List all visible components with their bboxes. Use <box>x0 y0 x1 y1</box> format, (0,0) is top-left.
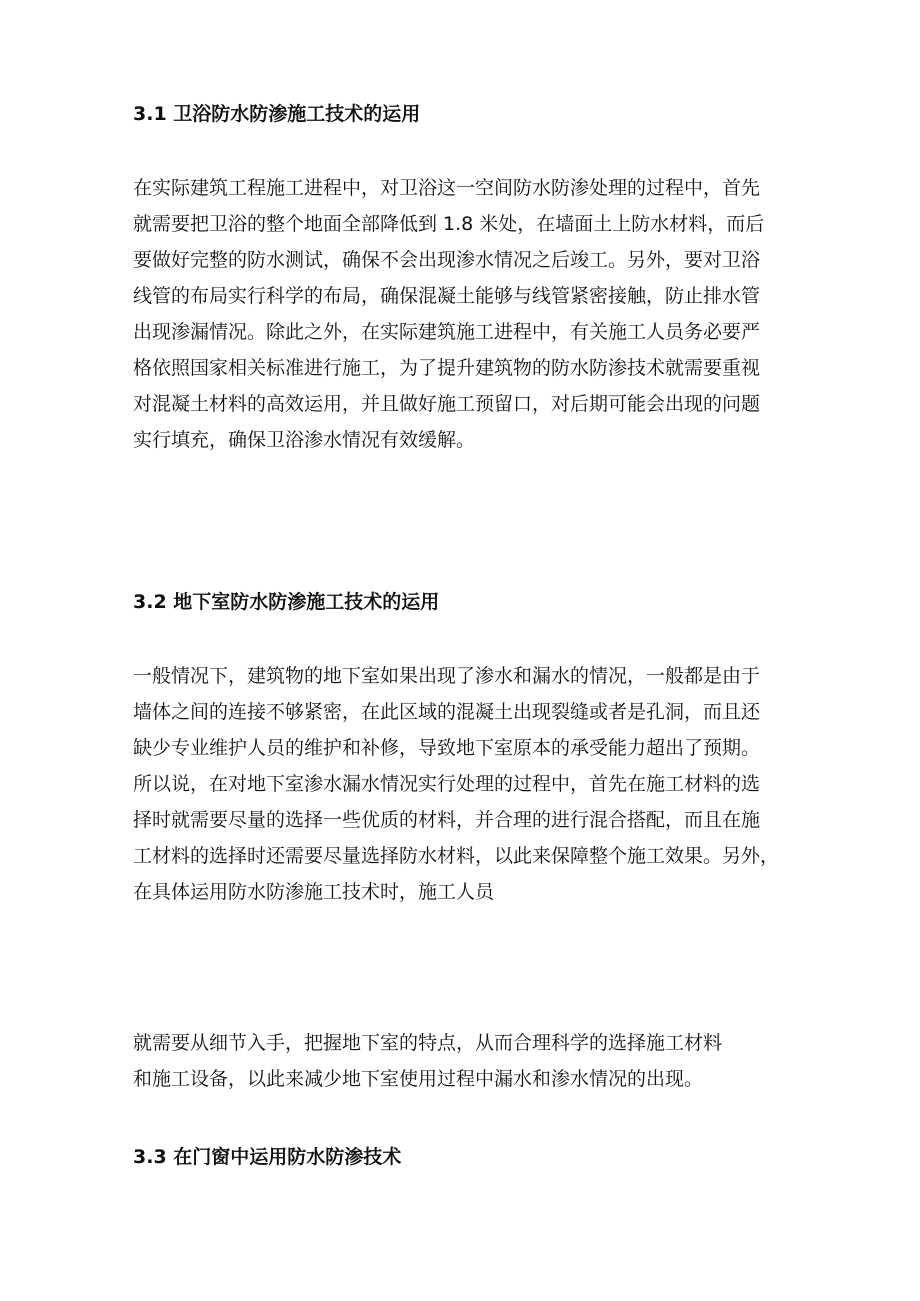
section-heading-3-3: 3.3 在门窗中运用防水防渗技术 <box>133 1146 402 1168</box>
paragraph-line: 在实际建筑工程施工进程中，对卫浴这一空间防水防渗处理的过程中，首先 <box>133 177 761 199</box>
paragraph-line: 墙体之间的连接不够紧密，在此区域的混凝土出现裂缝或者是孔洞，而且还 <box>133 701 761 723</box>
paragraph-line: 实行填充，确保卫浴渗水情况有效缓解。 <box>133 429 476 451</box>
paragraph-line: 要做好完整的防水测试，确保不会出现渗水情况之后竣工。另外，要对卫浴 <box>133 249 761 271</box>
paragraph-basement <box>133 658 779 910</box>
paragraph-line: 就需要从细节入手，把握地下室的特点，从而合理科学的选择施工材料 <box>133 1032 723 1054</box>
paragraph-line: 择时就需要尽量的选择一些优质的材料，并合理的进行混合搭配，而且在施 <box>133 809 761 831</box>
paragraph-line: 一般情况下，建筑物的地下室如果出现了渗水和漏水的情况，一般都是由于 <box>133 665 761 687</box>
paragraph-line: 线管的布局实行科学的布局，确保混凝土能够与线管紧密接触，防止排水管 <box>133 285 761 307</box>
paragraph-line: 对混凝土材料的高效运用，并且做好施工预留口，对后期可能会出现的问题 <box>133 393 761 415</box>
paragraph-line: 就需要把卫浴的整个地面全部降低到 1.8 米处，在墙面土上防水材料，而后 <box>133 213 765 235</box>
paragraph-line: 格依照国家相关标准进行施工，为了提升建筑物的防水防渗技术就需要重视 <box>133 357 761 379</box>
section-heading-3-1: 3.1 卫浴防水防渗施工技术的运用 <box>133 103 421 125</box>
paragraph-line: 出现渗漏情况。除此之外，在实际建筑施工进程中，有关施工人员务必要严 <box>133 321 761 343</box>
paragraph-line: 所以说，在对地下室渗水漏水情况实行处理的过程中，首先在施工材料的选 <box>133 773 761 795</box>
section-heading-3-2: 3.2 地下室防水防渗施工技术的运用 <box>133 591 440 613</box>
paragraph-line: 缺少专业维护人员的维护和补修，导致地下室原本的承受能力超出了预期。 <box>133 737 761 759</box>
paragraph-basement-continued <box>133 1025 722 1097</box>
paragraph-line: 工材料的选择时还需要尽量选择防水材料，以此来保障整个施工效果。另外， <box>133 845 780 867</box>
paragraph-line: 在具体运用防水防渗施工技术时，施工人员 <box>133 881 495 903</box>
paragraph-bathroom <box>133 170 764 458</box>
paragraph-line: 和施工设备，以此来减少地下室使用过程中漏水和渗水情况的出现。 <box>133 1068 704 1090</box>
